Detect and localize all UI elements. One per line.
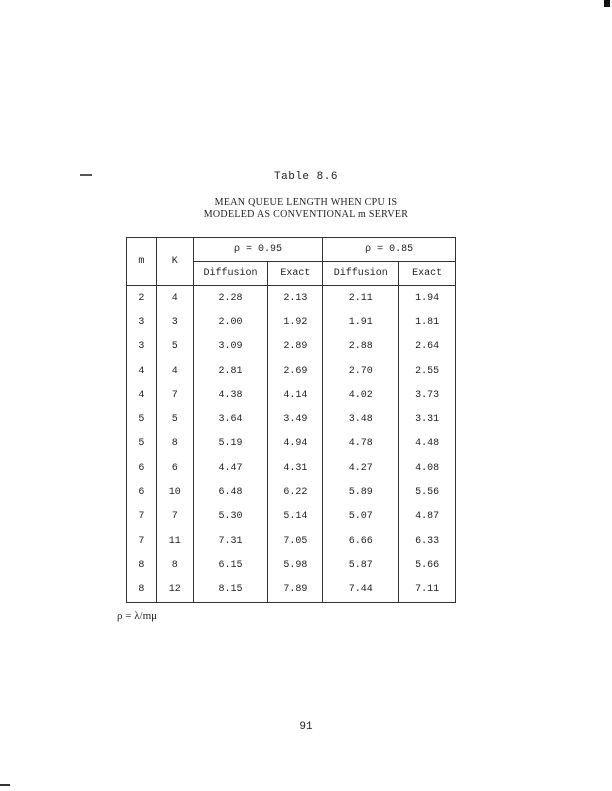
cell-k: 8 [156, 553, 193, 577]
cell-exact-085: 4.87 [399, 505, 456, 529]
cell-exact-085: 3.73 [399, 383, 456, 407]
cell-diffusion-095: 6.15 [193, 553, 268, 577]
cell-diffusion-085: 4.27 [323, 456, 399, 480]
table-caption-line-2: MODELED AS CONVENTIONAL m SERVER [203, 209, 409, 220]
footnote: ρ = λ/mμ [117, 610, 158, 622]
cell-m: 2 [127, 286, 157, 311]
cell-exact-085: 5.56 [399, 480, 456, 504]
header-k: K [156, 238, 193, 286]
cell-m: 4 [127, 359, 157, 383]
table-row [127, 480, 456, 504]
table-row [127, 383, 456, 407]
cell-exact-095: 7.89 [268, 578, 323, 603]
cell-exact-095: 6.22 [268, 480, 323, 504]
cell-exact-095: 2.13 [268, 286, 323, 311]
cell-exact-085: 1.94 [399, 286, 456, 311]
cell-m: 7 [127, 529, 157, 553]
page-number: 91 [299, 721, 313, 733]
cell-k: 7 [156, 383, 193, 407]
cell-exact-085: 1.81 [399, 310, 456, 334]
cell-diffusion-085: 2.70 [323, 359, 399, 383]
cell-diffusion-095: 2.81 [193, 359, 268, 383]
cell-k: 4 [156, 286, 193, 311]
cell-exact-085: 5.66 [399, 553, 456, 577]
cell-k: 7 [156, 505, 193, 529]
results-table [126, 237, 456, 603]
table-row [127, 432, 456, 456]
cell-diffusion-085: 5.07 [323, 505, 399, 529]
cell-k: 6 [156, 456, 193, 480]
cell-diffusion-085: 5.89 [323, 480, 399, 504]
cell-k: 8 [156, 432, 193, 456]
cell-m: 3 [127, 335, 157, 359]
table-row [127, 286, 456, 311]
header-m: m [127, 238, 157, 286]
cell-exact-085: 4.48 [399, 432, 456, 456]
cell-diffusion-095: 3.09 [193, 335, 268, 359]
cell-exact-085: 3.31 [399, 407, 456, 431]
cell-diffusion-095: 8.15 [193, 578, 268, 603]
cell-m: 3 [127, 310, 157, 334]
cell-diffusion-095: 7.31 [193, 529, 268, 553]
cell-diffusion-095: 2.00 [193, 310, 268, 334]
cell-exact-095: 2.89 [268, 335, 323, 359]
cell-k: 10 [156, 480, 193, 504]
table-row [127, 578, 456, 603]
cell-diffusion-085: 4.78 [323, 432, 399, 456]
header-rho-095: ρ = 0.95 [193, 238, 323, 262]
table-row [127, 335, 456, 359]
header-exact-085: Exact [399, 262, 456, 286]
cell-m: 8 [127, 553, 157, 577]
table-row [127, 359, 456, 383]
cell-diffusion-095: 4.38 [193, 383, 268, 407]
cell-m: 7 [127, 505, 157, 529]
cell-diffusion-085: 4.02 [323, 383, 399, 407]
cell-exact-095: 4.14 [268, 383, 323, 407]
cell-exact-095: 7.05 [268, 529, 323, 553]
cell-exact-085: 7.11 [399, 578, 456, 603]
header-rho-085: ρ = 0.85 [323, 238, 456, 262]
cell-diffusion-095: 5.19 [193, 432, 268, 456]
table-row [127, 456, 456, 480]
cell-diffusion-085: 7.44 [323, 578, 399, 603]
cell-diffusion-085: 2.11 [323, 286, 399, 311]
cell-diffusion-085: 1.91 [323, 310, 399, 334]
cell-exact-095: 4.94 [268, 432, 323, 456]
cell-diffusion-085: 2.88 [323, 335, 399, 359]
cell-exact-085: 6.33 [399, 529, 456, 553]
cell-diffusion-095: 3.64 [193, 407, 268, 431]
cell-k: 5 [156, 335, 193, 359]
cell-exact-095: 1.92 [268, 310, 323, 334]
scan-mark-left [80, 174, 92, 176]
cell-m: 5 [127, 432, 157, 456]
table-row [127, 553, 456, 577]
cell-exact-085: 2.64 [399, 335, 456, 359]
cell-exact-095: 5.14 [268, 505, 323, 529]
cell-m: 4 [127, 383, 157, 407]
table-row [127, 407, 456, 431]
cell-k: 11 [156, 529, 193, 553]
cell-exact-085: 4.08 [399, 456, 456, 480]
cell-diffusion-085: 3.48 [323, 407, 399, 431]
header-diffusion-095: Diffusion [193, 262, 268, 286]
cell-exact-095: 4.31 [268, 456, 323, 480]
cell-k: 12 [156, 578, 193, 603]
cell-m: 6 [127, 456, 157, 480]
cell-m: 5 [127, 407, 157, 431]
cell-diffusion-095: 2.28 [193, 286, 268, 311]
header-exact-095: Exact [268, 262, 323, 286]
table-body [127, 286, 456, 603]
cell-diffusion-095: 5.30 [193, 505, 268, 529]
cell-diffusion-095: 6.48 [193, 480, 268, 504]
cell-k: 4 [156, 359, 193, 383]
cell-exact-095: 5.98 [268, 553, 323, 577]
cell-diffusion-095: 4.47 [193, 456, 268, 480]
scan-mark-top-right [604, 0, 610, 7]
cell-exact-085: 2.55 [399, 359, 456, 383]
scan-mark-bottom-left [0, 784, 10, 786]
table-row [127, 505, 456, 529]
cell-exact-095: 3.49 [268, 407, 323, 431]
cell-k: 5 [156, 407, 193, 431]
header-diffusion-085: Diffusion [323, 262, 399, 286]
cell-k: 3 [156, 310, 193, 334]
table-row [127, 529, 456, 553]
cell-diffusion-085: 5.87 [323, 553, 399, 577]
cell-exact-095: 2.69 [268, 359, 323, 383]
cell-diffusion-085: 6.66 [323, 529, 399, 553]
cell-m: 6 [127, 480, 157, 504]
table-title: Table 8.6 [274, 171, 338, 183]
table-caption-line-1: MEAN QUEUE LENGTH WHEN CPU IS [214, 197, 398, 208]
table-row [127, 310, 456, 334]
cell-m: 8 [127, 578, 157, 603]
